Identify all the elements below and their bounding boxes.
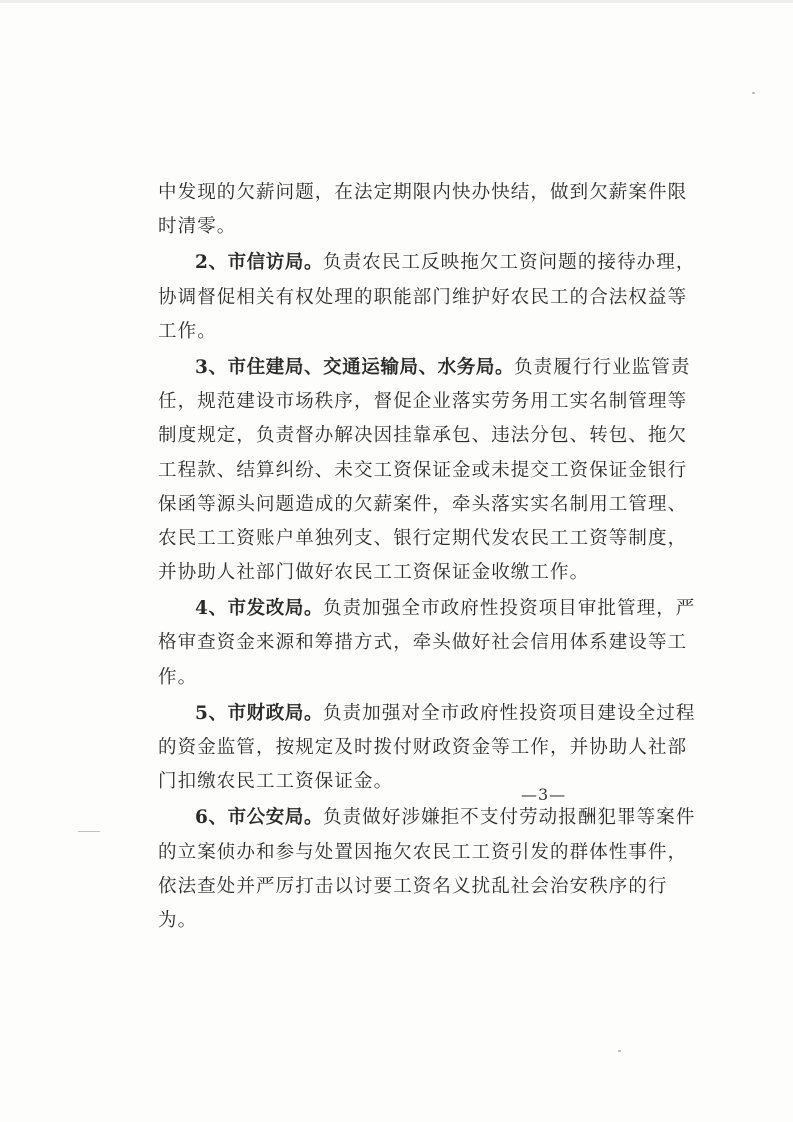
line-text: 门扣缴农民工工资保证金。 [158,771,394,793]
text-line [158,419,688,453]
scan-edge [0,0,793,3]
line-text: 负责农民工反映拖欠工资问题的接待办理， [323,252,696,274]
text-line [158,210,578,244]
line-text: 制度规定，负责督办解决因挂靠承包、违法分包、转包、拖欠 [158,425,688,447]
line-text: 中发现的欠薪问题，在法定期限内快办快结，做到欠薪案件限 [158,182,688,203]
section-heading: 3、市住建局、交通运输局、水务局。 [195,356,515,378]
text-line [158,246,696,280]
text-line [158,870,668,904]
text-line [158,661,578,695]
line-text: 协调督促相关有权处理的职能部门维护好农民工的合法权益等 [158,286,688,308]
section-heading: 6、市公安局。 [195,807,324,829]
line-text: 农民工工资账户单独列支、银行定期代发农民工工资等制度， [158,527,688,549]
text-line [158,556,590,590]
line-text: 的资金监管，按规定及时拨付财政资金等工作，并协助人社部 [158,737,688,758]
scan-artifact [300,190,306,191]
text-line [158,385,688,419]
line-text: 负责履行行业监管责 [514,356,691,378]
text-line [158,315,578,349]
section-heading: 5、市财政局。 [195,702,324,724]
line-text: 依法查处并严厉打击以讨要工资名义扰乱社会治安秩序的行 [158,875,668,897]
text-line [158,454,688,488]
text-line [158,697,696,731]
scan-artifact [618,1050,621,1052]
text-line [158,836,688,870]
text-line [158,522,688,556]
line-text: 工作。 [158,320,217,342]
line-text: 负责加强全市政府性投资项目审批管理，严 [323,598,696,620]
page-number: —3— [521,785,567,804]
document-body [158,176,696,938]
line-text: 作。 [158,666,198,688]
line-text: 时清零。 [158,216,237,238]
line-text: 保函等源头问题造成的欠薪案件，牵头落实实名制用工管理、 [158,493,688,515]
scan-artifact [78,831,100,832]
text-line [158,351,691,385]
text-line [158,731,688,765]
section-heading: 2、市信访局。 [195,252,324,274]
line-text: 格审查资金来源和筹措方式，牵头做好社会信用体系建设等工 [158,632,688,654]
line-text: 工程款、结算纠纷、未交工资保证金或未提交工资保证金银行 [158,459,688,481]
text-line [158,626,688,660]
text-line [158,592,696,626]
text-line [158,801,696,835]
line-text: 并协助人社部门做好农民工工资保证金收缴工作。 [158,562,590,584]
text-line [158,904,578,938]
section-heading: 4、市发改局。 [195,598,324,620]
text-line [158,765,578,799]
text-line [158,281,688,315]
line-text: 负责加强对全市政府性投资项目建设全过程 [323,702,696,724]
scan-artifact [752,92,755,94]
line-text: 为。 [158,909,198,931]
line-text: 负责做好涉嫌拒不支付劳动报酬犯罪等案件 [323,807,696,829]
line-text: 任，规范建设市场秩序，督促企业落实劳务用工实名制管理等 [158,391,688,413]
line-text: 的立案侦办和参与处置因拖欠农民工工资引发的群体性事件， [158,841,688,863]
text-line [158,176,688,210]
text-line [158,488,688,522]
